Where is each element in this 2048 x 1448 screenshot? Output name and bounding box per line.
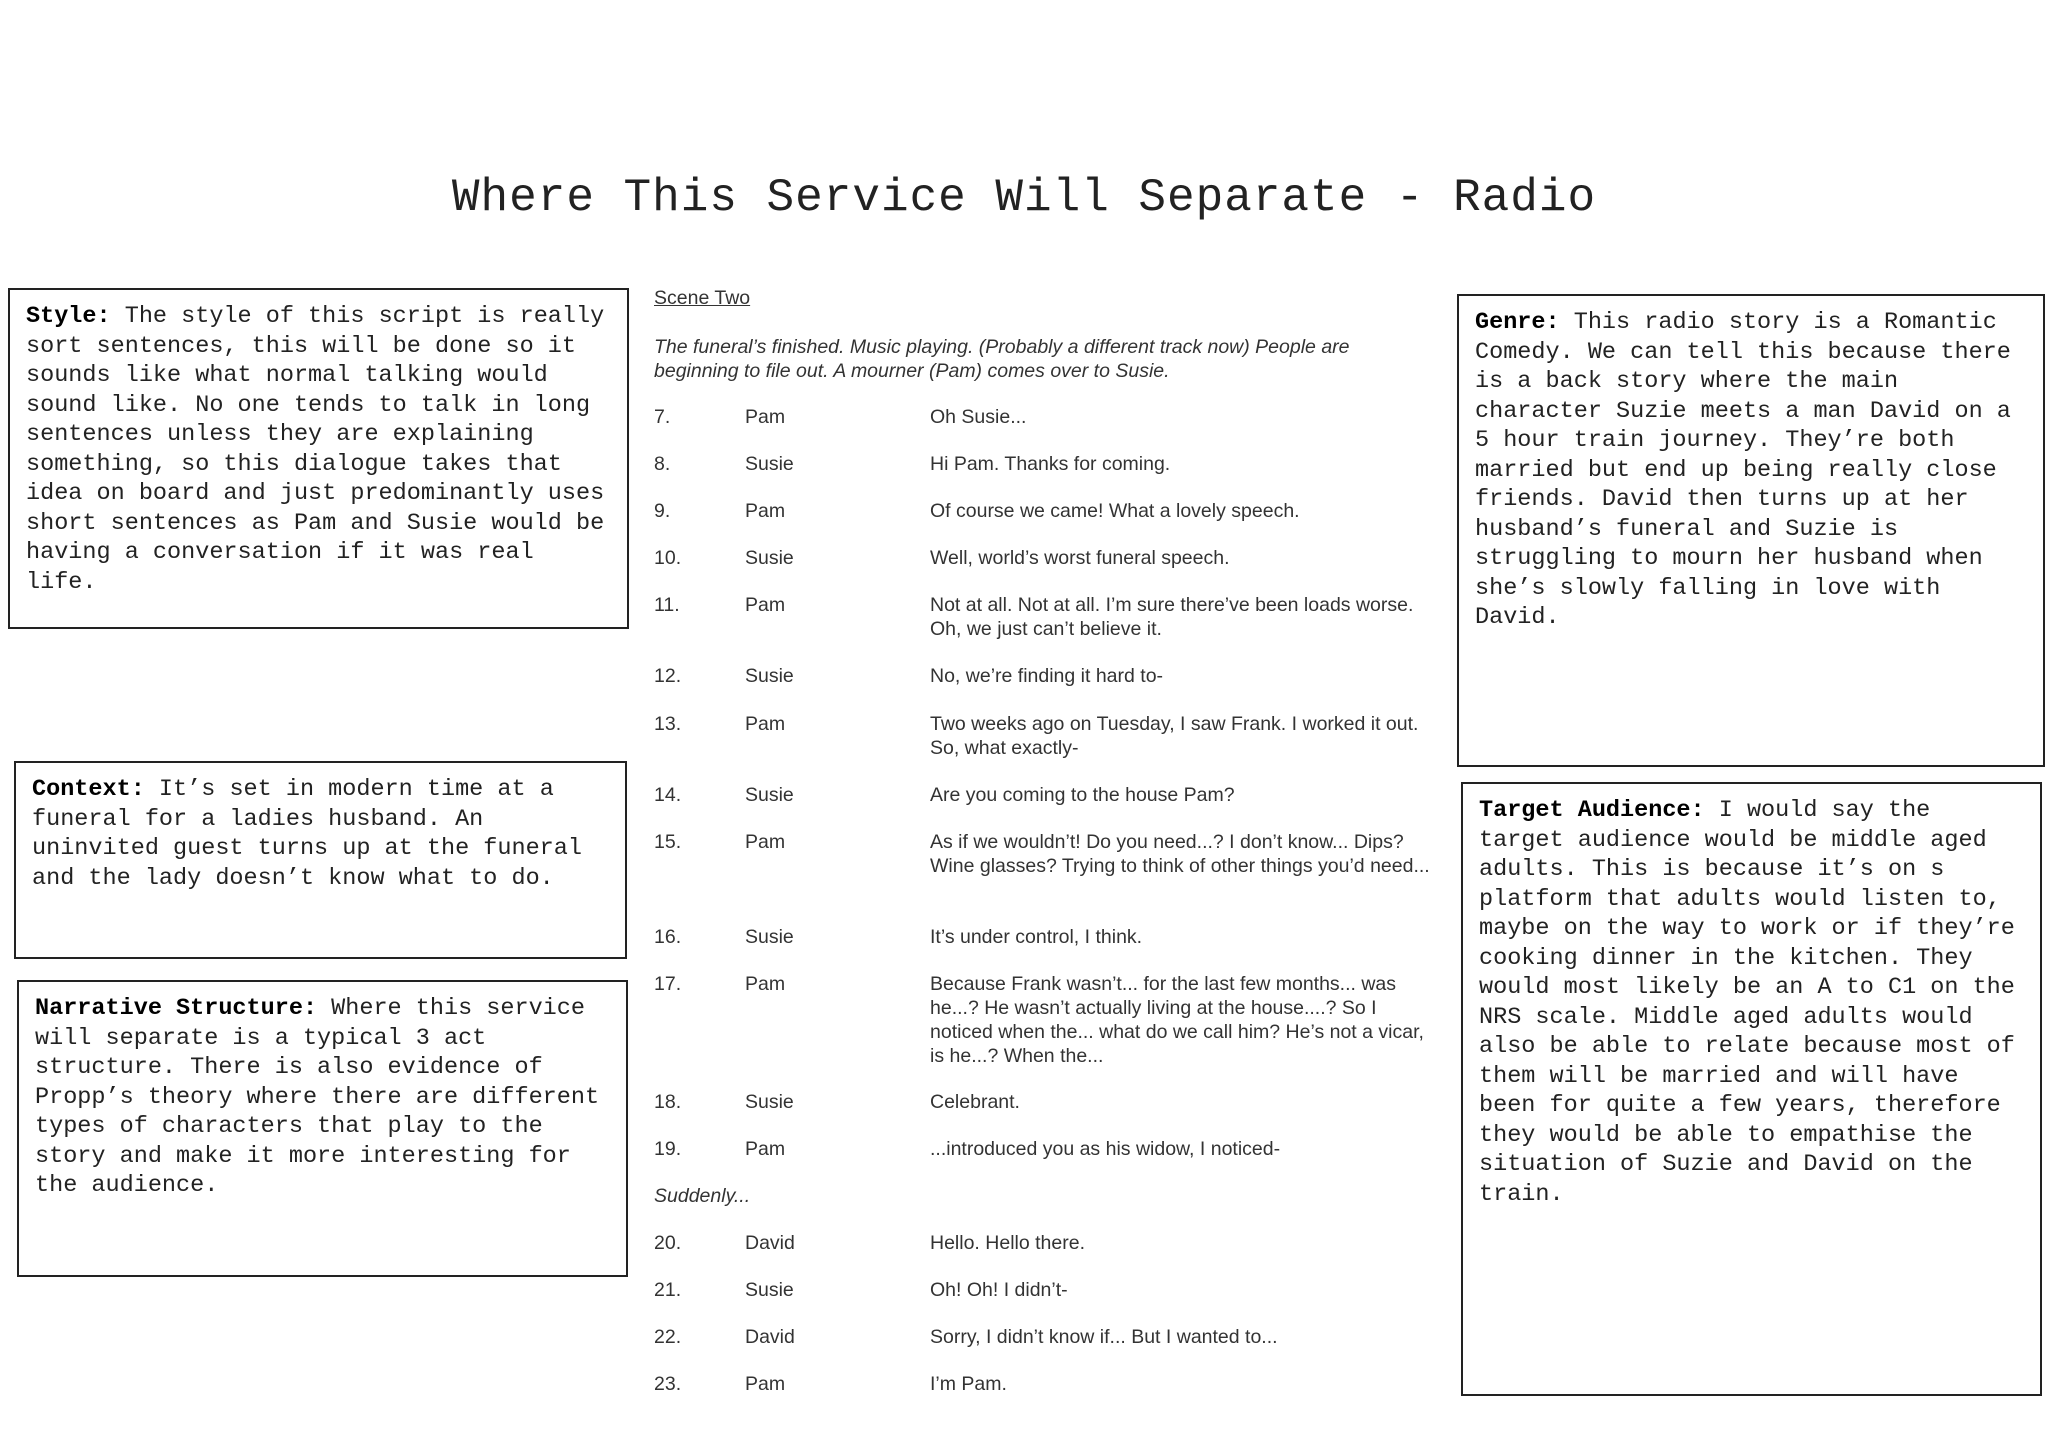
line-number: 8.	[654, 453, 671, 475]
context-note-text: It’s set in modern time at a funeral for a ladies husband. An uninvited guest turns up at the funeral and the lady doesn’t know what to do.	[32, 776, 582, 892]
line-number: 21.	[654, 1279, 682, 1301]
line-speaker: Susie	[745, 784, 794, 806]
line-speaker: Pam	[745, 1373, 786, 1395]
line-speaker: Susie	[745, 1091, 794, 1113]
line-speaker: Pam	[745, 973, 786, 995]
line-number: 17.	[654, 973, 682, 995]
target-audience-note-box	[1461, 782, 2042, 1396]
line-speaker: Susie	[745, 453, 794, 475]
context-note-label: Context:	[32, 776, 145, 803]
line-speech: Two weeks ago on Tuesday, I saw Frank. I worked it out. So, what exactly-	[930, 713, 1419, 759]
line-speech: Because Frank wasn’t... for the last few months... was he...? He wasn’t actually living at the house....? So I noticed when the... what do we call him? He’s not a vicar, is he...? When the...	[930, 973, 1424, 1067]
line-number: 9.	[654, 500, 671, 522]
narrative-structure-note-box	[17, 980, 628, 1277]
page-title: Where This Service Will Separate - Radio	[451, 172, 1597, 224]
line-number: 12.	[654, 665, 682, 687]
line-number: 7.	[654, 406, 671, 428]
line-speech: Are you coming to the house Pam?	[930, 784, 1235, 806]
scene-heading: Scene Two	[654, 287, 751, 309]
line-number: 16.	[654, 926, 682, 948]
line-speech: Celebrant.	[930, 1091, 1020, 1113]
line-speech: ...introduced you as his widow, I noticed-	[930, 1138, 1281, 1160]
narrative-structure-note-label: Narrative Structure:	[35, 995, 318, 1022]
line-speaker: Pam	[745, 406, 786, 428]
target-audience-note-label: Target Audience:	[1479, 797, 1705, 824]
line-speech: Well, world’s worst funeral speech.	[930, 547, 1230, 569]
genre-note-label: Genre:	[1475, 309, 1560, 336]
line-speech: As if we wouldn’t! Do you need...? I don’t know... Dips? Wine glasses? Trying to think of other things you’d need...	[930, 831, 1430, 877]
style-note-label: Style:	[26, 303, 111, 330]
line-speech: No, we’re finding it hard to-	[930, 665, 1164, 687]
line-number: 15.	[654, 831, 682, 853]
line-number: 10.	[654, 547, 682, 569]
line-number: 11.	[654, 594, 680, 616]
line-speaker: Pam	[745, 713, 786, 735]
context-note-box	[14, 761, 627, 959]
genre-note-box	[1457, 294, 2045, 767]
line-speech: It’s under control, I think.	[930, 926, 1143, 948]
line-speech: Sorry, I didn’t know if... But I wanted to...	[930, 1326, 1278, 1348]
line-speaker: Susie	[745, 547, 794, 569]
style-note-box	[8, 288, 629, 629]
style-note-text: The style of this script is really sort sentences, this will be done so it sounds like what normal talking would sound like. No one tends to talk in long sentences unless they are explaining something, so this dialogue takes that idea on board and just predominantly uses short sentences as Pam and Susie would be having a conversation if it was real life.	[26, 303, 605, 596]
line-number: 14.	[654, 784, 682, 806]
stage-direction: The funeral’s finished. Music playing. (Probably a different track now) People are beginning to file out. A mourner (Pam) comes over to Susie.	[654, 336, 1350, 382]
line-speech: Hi Pam. Thanks for coming.	[930, 453, 1171, 475]
line-speaker: Pam	[745, 831, 786, 853]
line-number: 19.	[654, 1138, 682, 1160]
line-speaker: Pam	[745, 594, 786, 616]
line-number: 13.	[654, 713, 682, 735]
line-number: 23.	[654, 1373, 682, 1395]
line-speaker: Susie	[745, 665, 794, 687]
target-audience-note-text: I would say the target audience would be middle aged adults. This is because it’s on s platform that adults would listen to, maybe on the way to work or if they’re cooking dinner in the kitchen. They would most likely be an A to C1 on the NRS scale. Middle aged adults would also be able to relate because most of them will be married and will have been for quite a few years, therefore they would be able to empathise the situation of Suzie and David on the train.	[1479, 797, 2015, 1208]
narrative-structure-note-text: Where this service will separate is a typical 3 act structure. There is also evidence of Propp’s theory where there are different types of characters that play to the story and make it more interesting for the audience.	[35, 995, 600, 1199]
line-number: 22.	[654, 1326, 682, 1348]
line-speech: Hello. Hello there.	[930, 1232, 1085, 1254]
line-speech: Oh! Oh! I didn’t-	[930, 1279, 1068, 1301]
line-speech: Oh Susie...	[930, 406, 1027, 428]
genre-note-text: This radio story is a Romantic Comedy. We can tell this because there is a back story where the main character Suzie meets a man David on a 5 hour train journey. They’re both married but end up being really close friends. David then turns up at her husband’s funeral and Suzie is struggling to mourn her husband when she’s slowly falling in love with David.	[1475, 309, 2011, 631]
line-speaker: Susie	[745, 926, 794, 948]
script-excerpt	[640, 280, 1450, 1428]
line-number: 20.	[654, 1232, 682, 1254]
line-speaker: David	[745, 1326, 795, 1348]
line-speaker: David	[745, 1232, 795, 1254]
line-speaker: Pam	[745, 500, 786, 522]
line-speech: Not at all. Not at all. I’m sure there’ve been loads worse. Oh, we just can’t believe it.	[930, 594, 1414, 640]
line-speech: Of course we came! What a lovely speech.	[930, 500, 1300, 522]
line-speaker: Susie	[745, 1279, 794, 1301]
line-number: 18.	[654, 1091, 682, 1113]
line-speaker: Pam	[745, 1138, 786, 1160]
stage-direction-suddenly: Suddenly...	[654, 1185, 751, 1207]
line-speech: I’m Pam.	[930, 1373, 1007, 1395]
